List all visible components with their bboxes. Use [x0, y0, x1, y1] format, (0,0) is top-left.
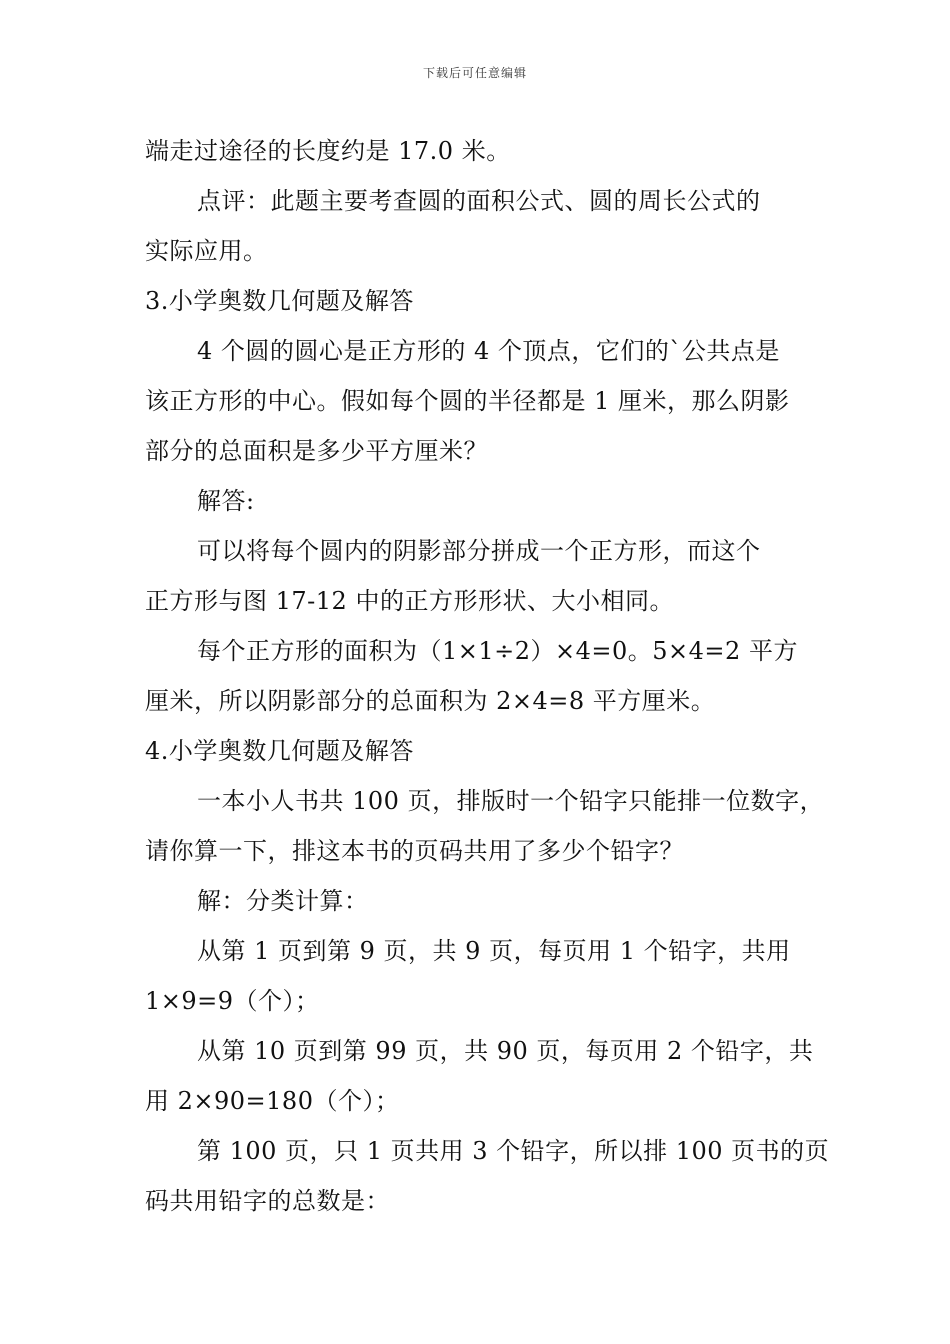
section-heading: 4.小学奥数几何题及解答: [145, 737, 414, 765]
text-line: 厘米，所以阴影部分的总面积为 2×4=8 平方厘米。: [145, 687, 716, 715]
text-line: 从第 1 页到第 9 页，共 9 页，每页用 1 个铅字，共用: [197, 937, 791, 965]
text-line: 点评：此题主要考查圆的面积公式、圆的周长公式的: [197, 187, 761, 215]
text-line: 每个正方形的面积为（1×1÷2）×4=0。5×4=2 平方: [197, 637, 798, 665]
section-heading: 3.小学奥数几何题及解答: [145, 287, 414, 315]
text-line: 1×9=9（个）；: [145, 987, 320, 1015]
text-line: 可以将每个圆内的阴影部分拼成一个正方形，而这个: [197, 537, 761, 565]
text-line: 从第 10 页到第 99 页，共 90 页，每页用 2 个铅字，共: [197, 1037, 814, 1065]
page-header: 下载后可任意编辑: [422, 66, 527, 80]
text-line: 请你算一下，排这本书的页码共用了多少个铅字？: [145, 837, 684, 865]
text-line: 用 2×90=180（个）；: [145, 1087, 400, 1115]
text-line: 实际应用。: [145, 237, 268, 265]
text-line: 码共用铅字的总数是：: [145, 1187, 390, 1215]
text-line: 端走过途径的长度约是 17.0 米。: [145, 137, 511, 165]
text-line: 正方形与图 17-12 中的正方形形状、大小相同。: [145, 587, 674, 615]
text-line: 解答:: [197, 487, 255, 515]
text-line: 解：分类计算：: [197, 887, 369, 915]
text-line: 第 100 页，只 1 页共用 3 个铅字，所以排 100 页书的页: [197, 1137, 830, 1165]
document-body: [145, 126, 830, 1226]
text-line: 该正方形的中心。假如每个圆的半径都是 1 厘米，那么阴影: [145, 387, 790, 415]
text-line: 4 个圆的圆心是正方形的 4 个顶点，它们的`公共点是: [197, 337, 780, 365]
text-line: 一本小人书共 100 页，排版时一个铅字只能排一位数字，: [197, 787, 825, 815]
text-line: 部分的总面积是多少平方厘米？: [145, 437, 488, 465]
